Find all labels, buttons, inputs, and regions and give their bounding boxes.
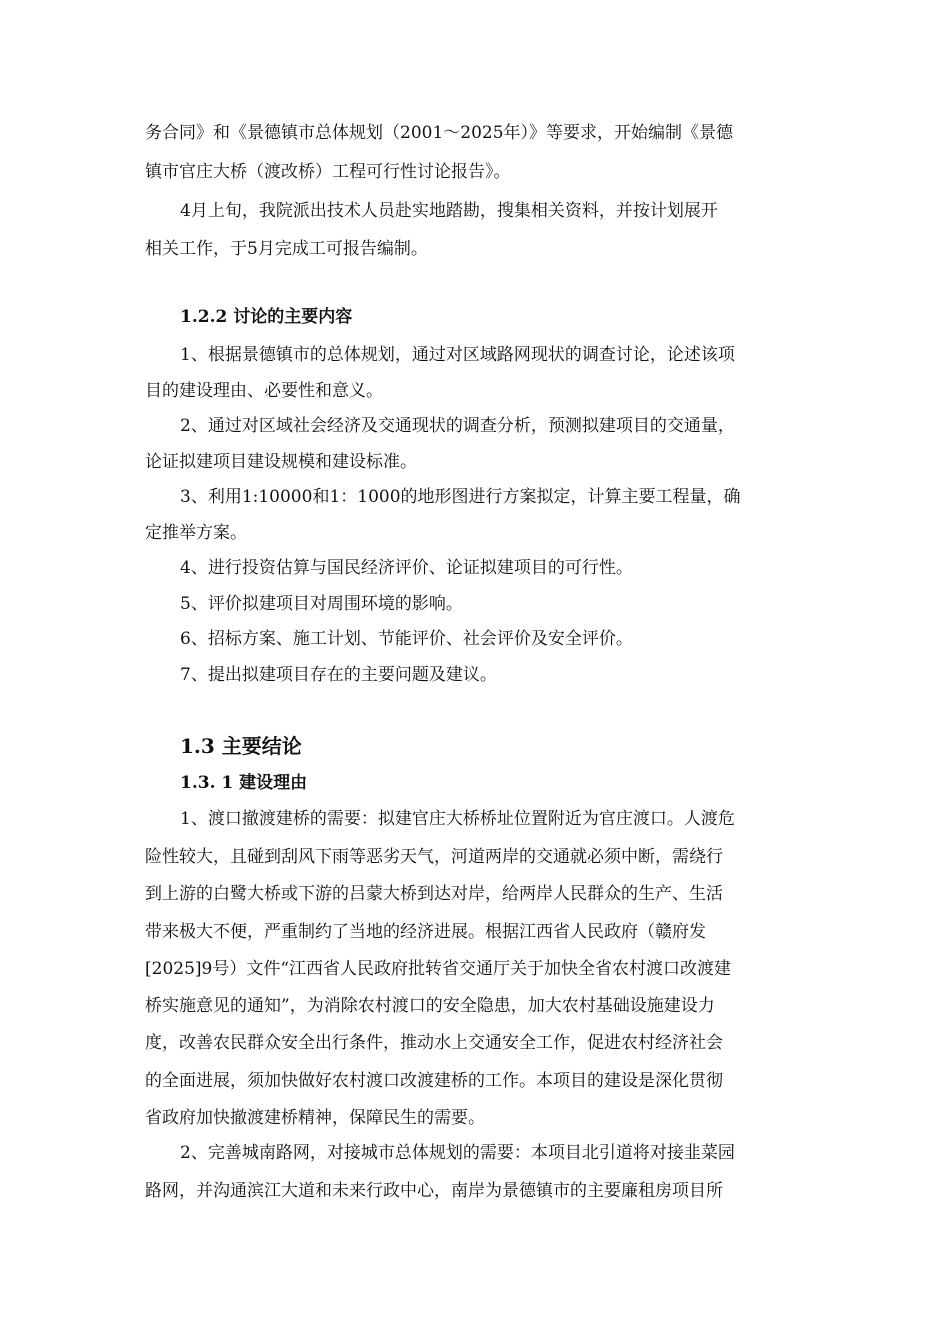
list-item-2-line-b: 论证拟建项目建设规模和建设标准。 <box>145 452 417 472</box>
para-1-line-8: 的全面进展，须加快做好农村渡口改渡建桥的工作。本项目的建设是深化贯彻 <box>145 1071 723 1091</box>
intro-line-1: 务合同》和《景德镇市总体规划（2001～2025年）》等要求，开始编制《景德 <box>145 123 734 143</box>
intro-line-4: 相关工作，于5月完成工可报告编制。 <box>145 239 428 259</box>
para-1-line-9: 省政府加快撤渡建桥精神，保障民生的需要。 <box>145 1108 485 1128</box>
section-heading-1-2-2: 1.2.2 讨论的主要内容 <box>180 307 353 327</box>
para-1-line-7: 度，改善农民群众安全出行条件，推动水上交通安全工作，促进农村经济社会 <box>145 1033 723 1053</box>
list-item-1-line-b: 目的建设理由、必要性和意义。 <box>145 381 383 401</box>
para-2-line-1: 2、完善城南路网，对接城市总体规划的需要：本项目北引道将对接韭菜园 <box>180 1143 735 1163</box>
para-1-line-3: 到上游的白鹭大桥或下游的吕蒙大桥到达对岸，给两岸人民群众的生产、生活 <box>145 884 723 904</box>
para-1-line-5: [2025]9号）文件“江西省人民政府批转省交通厅关于加快全省农村渡口改渡建 <box>145 959 732 979</box>
intro-line-3: 4月上旬，我院派出技术人员赴实地踏勘，搜集相关资料，并按计划展开 <box>180 201 718 221</box>
section-heading-1-3: 1.3 主要结论 <box>180 734 302 758</box>
list-item-1-line-a: 1、根据景德镇市的总体规划，通过对区域路网现状的调查讨论，论述该项 <box>180 345 735 365</box>
para-1-line-1: 1、渡口撤渡建桥的需要：拟建官庄大桥桥址位置附近为官庄渡口。人渡危 <box>180 809 735 829</box>
list-item-4: 4、进行投资估算与国民经济评价、论证拟建项目的可行性。 <box>180 558 633 578</box>
para-1-line-6: 桥实施意见的通知”，为消除农村渡口的安全隐患，加大农村基础设施建设力 <box>145 996 715 1016</box>
list-item-2-line-a: 2、通过对区域社会经济及交通现状的调查分析，预测拟建项目的交通量， <box>180 416 735 436</box>
list-item-5: 5、评价拟建项目对周围环境的影响。 <box>180 594 463 614</box>
para-1-line-4: 带来极大不便，严重制约了当地的经济进展。根据江西省人民政府（赣府发 <box>145 922 706 942</box>
para-2-line-2: 路网，并沟通滨江大道和未来行政中心，南岸为景德镇市的主要廉租房项目所 <box>145 1181 723 1201</box>
section-heading-1-3-1: 1.3. 1 建设理由 <box>180 773 308 793</box>
intro-line-2: 镇市官庄大桥（渡改桥）工程可行性讨论报告》。 <box>145 162 511 182</box>
list-item-7: 7、提出拟建项目存在的主要问题及建议。 <box>180 665 497 685</box>
list-item-3-line-a: 3、利用1:10000和1：1000的地形图进行方案拟定，计算主要工程量，确 <box>180 487 741 507</box>
list-item-6: 6、招标方案、施工计划、节能评价、社会评价及安全评价。 <box>180 629 633 649</box>
para-1-line-2: 险性较大，且碰到刮风下雨等恶劣天气，河道两岸的交通就必须中断，需绕行 <box>145 847 723 867</box>
list-item-3-line-b: 定推举方案。 <box>145 523 247 543</box>
